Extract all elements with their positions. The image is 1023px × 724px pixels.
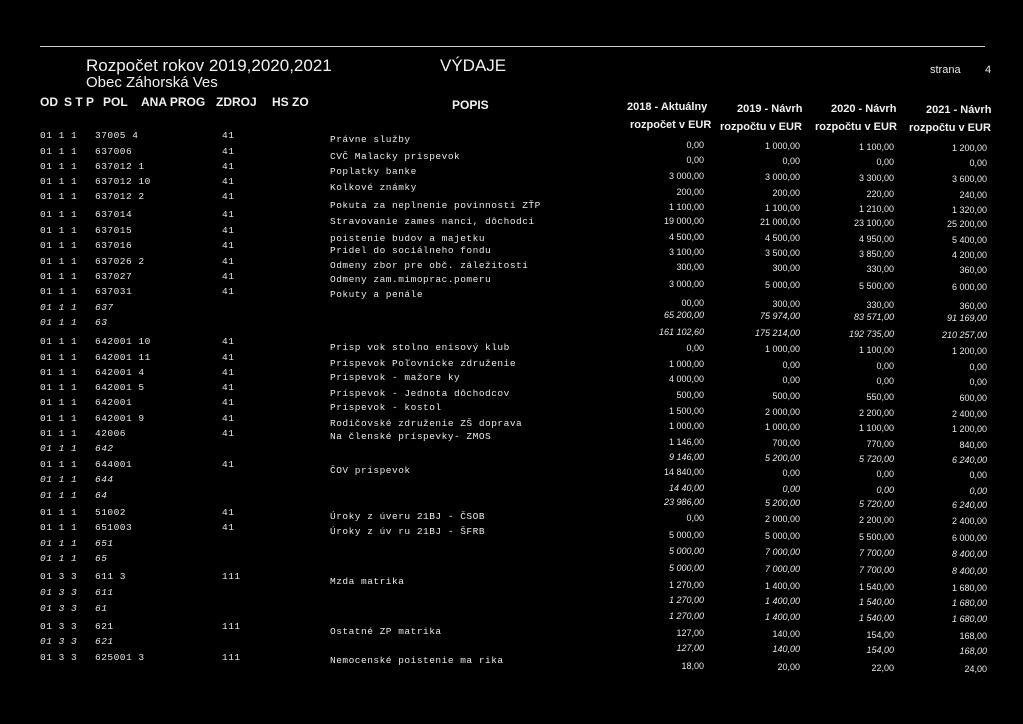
amount-cell: 500,00: [772, 391, 800, 401]
amount-cell: 192 735,00: [848, 329, 894, 339]
amount-cell: 00,00: [681, 298, 704, 308]
row-description: Pokuta za neplnenie povinnosti ZŤP: [330, 200, 541, 211]
row-code: 01 1 1: [40, 553, 78, 564]
row-code: 01 3 3: [40, 587, 78, 598]
row-code: 01 1 1: [40, 522, 78, 533]
amount-cell: 200,00: [772, 188, 800, 198]
amount-cell: 154,00: [866, 630, 894, 640]
amount-cell: 0,00: [686, 343, 704, 353]
row-item-code: 37005 4: [95, 130, 139, 141]
row-description: Pokuty a penále: [330, 289, 424, 300]
row-code: 01 1 1: [40, 490, 78, 501]
col-header-od: OD: [40, 95, 58, 109]
amount-cell: 500,00: [676, 390, 704, 400]
row-source: 41: [222, 397, 235, 408]
col-header-stp: S T P: [64, 95, 95, 109]
row-source: 41: [222, 507, 235, 518]
row-source: 41: [222, 256, 235, 267]
row-source: 111: [222, 621, 241, 632]
row-item-code: 637012 10: [95, 176, 151, 187]
amount-cell: 1 100,00: [858, 423, 894, 433]
municipality-name: Obec Záhorská Ves: [86, 74, 218, 91]
amount-cell: 840,00: [959, 440, 987, 450]
col-header-2019: 2019 - Návrh: [737, 103, 803, 115]
row-source: 41: [222, 352, 235, 363]
amount-cell: 0,00: [969, 158, 987, 168]
row-description: Odmeny zbor pre obč. záležitosti: [330, 260, 529, 271]
amount-cell: 140,00: [772, 629, 800, 639]
amount-cell: 7 700,00: [858, 548, 894, 558]
row-item-code: 637012 1: [95, 161, 145, 172]
amount-cell: 9 146,00: [668, 452, 704, 462]
row-item-code: 642001 4: [95, 367, 145, 378]
amount-cell: 5 200,00: [764, 498, 800, 508]
row-code: 01 1 1: [40, 397, 78, 408]
amount-cell: 7 700,00: [858, 565, 894, 575]
row-code: 01 3 3: [40, 571, 78, 582]
amount-cell: 75 974,00: [759, 311, 800, 321]
row-description: poistenie budov a majetku: [330, 233, 486, 244]
row-code: 01 1 1: [40, 240, 78, 251]
amount-cell: 5 000,00: [764, 531, 800, 541]
amount-cell: 6 000,00: [951, 282, 987, 292]
amount-cell: 5 000,00: [764, 280, 800, 290]
amount-cell: 0,00: [876, 361, 894, 371]
amount-cell: 83 571,00: [853, 312, 894, 322]
amount-cell: 91 169,00: [946, 313, 987, 323]
amount-cell: 161 102,60: [658, 327, 704, 337]
amount-cell: 1 400,00: [764, 612, 800, 622]
amount-cell: 770,00: [866, 439, 894, 449]
row-code: 01 1 1: [40, 209, 78, 220]
row-item-code: 65: [95, 553, 108, 564]
amount-cell: 5 500,00: [858, 532, 894, 542]
row-code: 01 1 1: [40, 191, 78, 202]
amount-cell: 1 680,00: [951, 614, 987, 624]
row-item-code: 637031: [95, 286, 133, 297]
row-code: 01 1 1: [40, 352, 78, 363]
amount-cell: 1 680,00: [951, 583, 987, 593]
amount-cell: 127,00: [676, 643, 704, 653]
amount-cell: 3 300,00: [858, 173, 894, 183]
amount-cell: 1 000,00: [668, 359, 704, 369]
row-item-code: 61: [95, 603, 108, 614]
amount-cell: 1 400,00: [764, 596, 800, 606]
amount-cell: 1 000,00: [764, 422, 800, 432]
row-code: 01 1 1: [40, 146, 78, 157]
amount-cell: 0,00: [969, 486, 987, 496]
amount-cell: 14 40,00: [668, 483, 704, 493]
row-description: Odmeny zam.mimoprac.pomeru: [330, 274, 492, 285]
amount-cell: 4 000,00: [668, 374, 704, 384]
amount-cell: 5 720,00: [858, 499, 894, 509]
amount-cell: 2 000,00: [764, 407, 800, 417]
amount-cell: 19 000,00: [663, 216, 704, 226]
row-description: Na členské príspevky- ZMOS: [330, 431, 492, 442]
row-description: Príspevok - kostol: [330, 402, 442, 413]
amount-cell: 14 840,00: [663, 467, 704, 477]
amount-cell: 360,00: [959, 265, 987, 275]
row-code: 01 1 1: [40, 443, 78, 454]
row-description: Mzda matrika: [330, 576, 405, 587]
row-source: 41: [222, 130, 235, 141]
amount-cell: 5 200,00: [764, 453, 800, 463]
row-code: 01 1 1: [40, 474, 78, 485]
amount-cell: 8 400,00: [951, 566, 987, 576]
amount-cell: 210 257,00: [941, 330, 987, 340]
row-item-code: 651: [95, 538, 114, 549]
amount-cell: 330,00: [866, 264, 894, 274]
amount-cell: 700,00: [772, 438, 800, 448]
row-code: 01 3 3: [40, 603, 78, 614]
row-description: Stravovanie zames nanci, dôchodci: [330, 216, 535, 227]
top-rule: [40, 46, 985, 47]
amount-cell: 1 000,00: [764, 141, 800, 151]
amount-cell: 65 200,00: [663, 310, 704, 320]
amount-cell: 1 200,00: [951, 424, 987, 434]
row-item-code: 637016: [95, 240, 133, 251]
row-source: 111: [222, 652, 241, 663]
row-item-code: 644: [95, 474, 114, 485]
section-title: VÝDAJE: [440, 56, 507, 75]
amount-cell: 0,00: [686, 513, 704, 523]
row-item-code: 637027: [95, 271, 133, 282]
amount-cell: 0,00: [782, 375, 800, 385]
amount-cell: 175 214,00: [754, 328, 800, 338]
row-description: Pridel do sociálneho fondu: [330, 245, 492, 256]
row-source: 41: [222, 367, 235, 378]
amount-cell: 1 270,00: [668, 580, 704, 590]
row-item-code: 651003: [95, 522, 133, 533]
amount-cell: 360,00: [959, 301, 987, 311]
amount-cell: 0,00: [782, 484, 800, 494]
amount-cell: 5 000,00: [668, 563, 704, 573]
page-number: 4: [985, 64, 992, 76]
amount-cell: 1 000,00: [668, 421, 704, 431]
amount-cell: 0,00: [782, 156, 800, 166]
amount-cell: 5 500,00: [858, 281, 894, 291]
amount-cell: 2 400,00: [951, 516, 987, 526]
amount-cell: 0,00: [969, 470, 987, 480]
row-code: 01 1 1: [40, 317, 78, 328]
row-source: 41: [222, 522, 235, 533]
amount-cell: 1 540,00: [858, 582, 894, 592]
row-code: 01 1 1: [40, 130, 78, 141]
row-description: Príspevok - Jednota dôchodcov: [330, 388, 510, 399]
row-code: 01 1 1: [40, 176, 78, 187]
row-description: Úroky z úveru 21BJ - ČSOB: [330, 511, 486, 522]
amount-cell: 1 270,00: [668, 595, 704, 605]
amount-cell: 18,00: [681, 661, 704, 671]
row-code: 01 1 1: [40, 336, 78, 347]
amount-cell: 3 850,00: [858, 249, 894, 259]
row-item-code: 642: [95, 443, 114, 454]
amount-cell: 2 200,00: [858, 515, 894, 525]
col-header-popis: POPIS: [452, 98, 489, 112]
row-code: 01 3 3: [40, 621, 78, 632]
row-source: 41: [222, 146, 235, 157]
amount-cell: 1 100,00: [764, 203, 800, 213]
amount-cell: 1 000,00: [764, 344, 800, 354]
row-item-code: 51002: [95, 507, 127, 518]
amount-cell: 1 540,00: [858, 597, 894, 607]
row-item-code: 644001: [95, 459, 133, 470]
amount-cell: 4 950,00: [858, 234, 894, 244]
row-source: 41: [222, 413, 235, 424]
row-item-code: 637026 2: [95, 256, 145, 267]
amount-cell: 220,00: [866, 189, 894, 199]
amount-cell: 6 000,00: [951, 533, 987, 543]
row-code: 01 1 1: [40, 367, 78, 378]
col-header-hszo: HS ZO: [272, 95, 309, 109]
amount-cell: 7 000,00: [764, 547, 800, 557]
row-source: 41: [222, 209, 235, 220]
amount-cell: 3 000,00: [764, 172, 800, 182]
amount-cell: 0,00: [876, 376, 894, 386]
row-code: 01 1 1: [40, 507, 78, 518]
amount-cell: 0,00: [876, 157, 894, 167]
amount-cell: 1 500,00: [668, 406, 704, 416]
amount-cell: 23 100,00: [853, 218, 894, 228]
col-header-2020-sub: rozpočtu v EUR: [815, 121, 897, 133]
row-code: 01 1 1: [40, 271, 78, 282]
amount-cell: 4 200,00: [951, 250, 987, 260]
row-code: 01 1 1: [40, 302, 78, 313]
amount-cell: 24,00: [964, 664, 987, 674]
amount-cell: 240,00: [959, 190, 987, 200]
row-source: 41: [222, 459, 235, 470]
amount-cell: 22,00: [871, 663, 894, 673]
amount-cell: 140,00: [772, 644, 800, 654]
amount-cell: 2 400,00: [951, 409, 987, 419]
amount-cell: 168,00: [959, 631, 987, 641]
document-title: Rozpočet rokov 2019,2020,2021: [86, 56, 332, 75]
row-description: Poplatky banke: [330, 166, 417, 177]
row-item-code: 625001 3: [95, 652, 145, 663]
amount-cell: 2 200,00: [858, 408, 894, 418]
col-header-anaprog: ANA PROG: [141, 95, 206, 109]
amount-cell: 3 100,00: [668, 247, 704, 257]
row-description: Príspevok - mažore ky: [330, 372, 461, 383]
col-header-zdroj: ZDROJ: [216, 95, 257, 109]
amount-cell: 2 000,00: [764, 514, 800, 524]
row-description: Rodičovské združenie ZŠ doprava: [330, 418, 523, 429]
amount-cell: 300,00: [772, 263, 800, 273]
row-description: CVČ Malacky prispevok: [330, 151, 461, 162]
amount-cell: 7 000,00: [764, 564, 800, 574]
col-header-2019-sub: rozpočtu v EUR: [720, 121, 802, 133]
amount-cell: 0,00: [686, 155, 704, 165]
col-header-2018: 2018 - Aktuálny: [627, 101, 708, 113]
row-item-code: 642001 10: [95, 336, 151, 347]
amount-cell: 6 240,00: [951, 455, 987, 465]
row-code: 01 1 1: [40, 428, 78, 439]
amount-cell: 550,00: [866, 392, 894, 402]
amount-cell: 1 200,00: [951, 346, 987, 356]
amount-cell: 1 210,00: [858, 204, 894, 214]
amount-cell: 0,00: [876, 485, 894, 495]
row-description: Prisp vok stolno enisový klub: [330, 342, 510, 353]
row-item-code: 63: [95, 317, 108, 328]
row-code: 01 3 3: [40, 636, 78, 647]
amount-cell: 1 400,00: [764, 581, 800, 591]
row-source: 41: [222, 286, 235, 297]
amount-cell: 200,00: [676, 187, 704, 197]
col-header-2021-sub: rozpočtu v EUR: [909, 122, 991, 134]
row-source: 41: [222, 191, 235, 202]
row-code: 01 1 1: [40, 459, 78, 470]
amount-cell: 25 200,00: [946, 219, 987, 229]
row-description: Kolkové známky: [330, 182, 417, 193]
row-description: ČOV príspevok: [330, 465, 411, 476]
row-code: 01 1 1: [40, 538, 78, 549]
amount-cell: 4 500,00: [764, 233, 800, 243]
amount-cell: 21 000,00: [759, 217, 800, 227]
row-description: Ostatné ZP matrika: [330, 626, 442, 637]
amount-cell: 1 270,00: [668, 611, 704, 621]
row-source: 41: [222, 336, 235, 347]
amount-cell: 6 240,00: [951, 500, 987, 510]
row-source: 41: [222, 176, 235, 187]
row-source: 41: [222, 161, 235, 172]
amount-cell: 3 500,00: [764, 248, 800, 258]
amount-cell: 154,00: [866, 645, 894, 655]
amount-cell: 23 986,00: [663, 497, 704, 507]
amount-cell: 0,00: [969, 362, 987, 372]
col-header-2020: 2020 - Návrh: [831, 103, 897, 115]
amount-cell: 600,00: [959, 393, 987, 403]
amount-cell: 1 100,00: [668, 202, 704, 212]
col-header-2021: 2021 - Návrh: [926, 104, 992, 116]
row-code: 01 1 1: [40, 286, 78, 297]
amount-cell: 300,00: [676, 262, 704, 272]
row-item-code: 621: [95, 636, 114, 647]
amount-cell: 5 000,00: [668, 546, 704, 556]
row-item-code: 611 3: [95, 571, 127, 582]
row-description: Príspevok Poľovnícke združenie: [330, 358, 517, 369]
amount-cell: 8 400,00: [951, 549, 987, 559]
amount-cell: 168,00: [959, 646, 987, 656]
page-label: strana: [930, 64, 961, 76]
row-code: 01 1 1: [40, 161, 78, 172]
amount-cell: 330,00: [866, 300, 894, 310]
row-description: Úroky z úv ru 21BJ - ŠFRB: [330, 526, 486, 537]
amount-cell: 0,00: [782, 468, 800, 478]
amount-cell: 0,00: [782, 360, 800, 370]
row-item-code: 637015: [95, 225, 133, 236]
row-description: Nemocenské poistenie ma rika: [330, 655, 504, 666]
row-source: 111: [222, 571, 241, 582]
row-code: 01 1 1: [40, 382, 78, 393]
row-code: 01 1 1: [40, 225, 78, 236]
amount-cell: 0,00: [969, 377, 987, 387]
amount-cell: 1 540,00: [858, 613, 894, 623]
amount-cell: 1 680,00: [951, 598, 987, 608]
row-item-code: 642001 11: [95, 352, 151, 363]
row-item-code: 611: [95, 587, 114, 598]
row-source: 41: [222, 225, 235, 236]
amount-cell: 300,00: [772, 299, 800, 309]
row-code: 01 1 1: [40, 413, 78, 424]
amount-cell: 1 100,00: [858, 345, 894, 355]
row-item-code: 637: [95, 302, 114, 313]
row-item-code: 642001 5: [95, 382, 145, 393]
amount-cell: 3 000,00: [668, 171, 704, 181]
row-code: 01 1 1: [40, 256, 78, 267]
row-item-code: 637012 2: [95, 191, 145, 202]
amount-cell: 1 200,00: [951, 143, 987, 153]
amount-cell: 3 600,00: [951, 174, 987, 184]
row-code: 01 3 3: [40, 652, 78, 663]
amount-cell: 5 400,00: [951, 235, 987, 245]
amount-cell: 4 500,00: [668, 232, 704, 242]
row-description: Právne služby: [330, 134, 411, 145]
row-item-code: 64: [95, 490, 108, 501]
row-item-code: 621: [95, 621, 114, 632]
amount-cell: 1 146,00: [668, 437, 704, 447]
row-source: 41: [222, 271, 235, 282]
amount-cell: 20,00: [777, 662, 800, 672]
row-source: 41: [222, 428, 235, 439]
amount-cell: 127,00: [676, 628, 704, 638]
row-item-code: 637006: [95, 146, 133, 157]
amount-cell: 1 100,00: [858, 142, 894, 152]
amount-cell: 3 000,00: [668, 279, 704, 289]
amount-cell: 1 320,00: [951, 205, 987, 215]
amount-cell: 0,00: [686, 140, 704, 150]
row-item-code: 42006: [95, 428, 127, 439]
col-header-pol: POL: [103, 95, 128, 109]
amount-cell: 5 000,00: [668, 530, 704, 540]
row-item-code: 637014: [95, 209, 133, 220]
amount-cell: 0,00: [876, 469, 894, 479]
col-header-2018-sub: rozpočet v EUR: [630, 119, 712, 131]
row-source: 41: [222, 240, 235, 251]
row-source: 41: [222, 382, 235, 393]
row-item-code: 642001: [95, 397, 133, 408]
row-item-code: 642001 9: [95, 413, 145, 424]
amount-cell: 5 720,00: [858, 454, 894, 464]
